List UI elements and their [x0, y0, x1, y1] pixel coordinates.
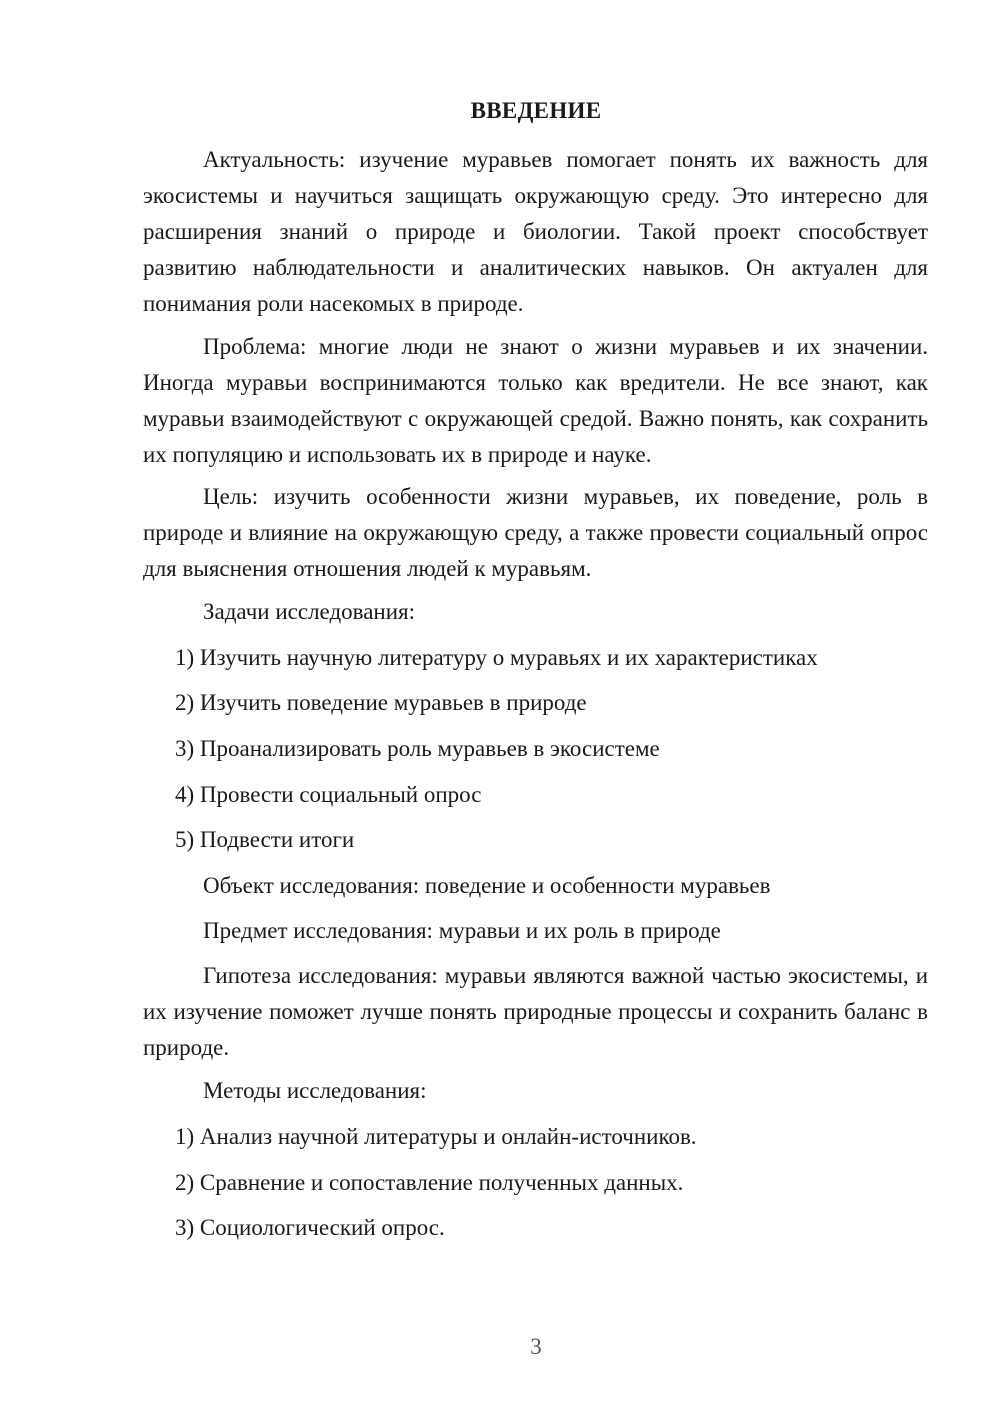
page-title: ВВЕДЕНИЕ — [470, 98, 602, 123]
list-item: 3) Проанализировать роль муравьев в экосистеме — [175, 736, 660, 761]
list-item: 3) Социологический опрос. — [175, 1215, 445, 1240]
list-item: 1) Изучить научную литературу о муравьях и их характеристиках — [175, 645, 818, 670]
list-item: 1) Анализ научной литературы и онлайн-источников. — [175, 1124, 697, 1149]
methods-heading: Методы исследования: — [203, 1078, 427, 1103]
problem-paragraph: Проблема: многие люди не знают о жизни муравьев и их значении. Иногда муравьи воспринимаются только как вредители. Не все знают, как муравьи взаимодействуют с окружающей средой. Важно понять, как сохранить их популяцию и использовать их в природе и науке. — [143, 334, 928, 467]
hypothesis-paragraph: Гипотеза исследования: муравьи являются важной частью экосистемы, и их изучение поможет лучше понять природные процессы и сохранить баланс в природе. — [143, 963, 928, 1060]
relevance-paragraph: Актуальность: изучение муравьев помогает понять их важность для экосистемы и научиться защищать окружающую среду. Это интересно для расширения знаний о природе и биологии. Такой проект способствует развитию наблюдательности и аналитических навыков. Он актуален для понимания роли насекомых в природе. — [143, 147, 928, 316]
list-item: 4) Провести социальный опрос — [175, 782, 482, 807]
list-item: 5) Подвести итоги — [175, 827, 355, 852]
subject-line: Предмет исследования: муравьи и их роль в природе — [203, 918, 721, 943]
list-item: 2) Сравнение и сопоставление полученных данных. — [175, 1170, 684, 1195]
page-number: 3 — [530, 1334, 542, 1359]
list-item: 2) Изучить поведение муравьев в природе — [175, 690, 587, 715]
goal-paragraph: Цель: изучить особенности жизни муравьев, их поведение, роль в природе и влияние на окружающую среду, а также провести социальный опрос для выяснения отношения людей к муравьям. — [143, 484, 928, 581]
tasks-heading: Задачи исследования: — [203, 599, 416, 624]
object-line: Объект исследования: поведение и особенности муравьев — [203, 873, 771, 898]
